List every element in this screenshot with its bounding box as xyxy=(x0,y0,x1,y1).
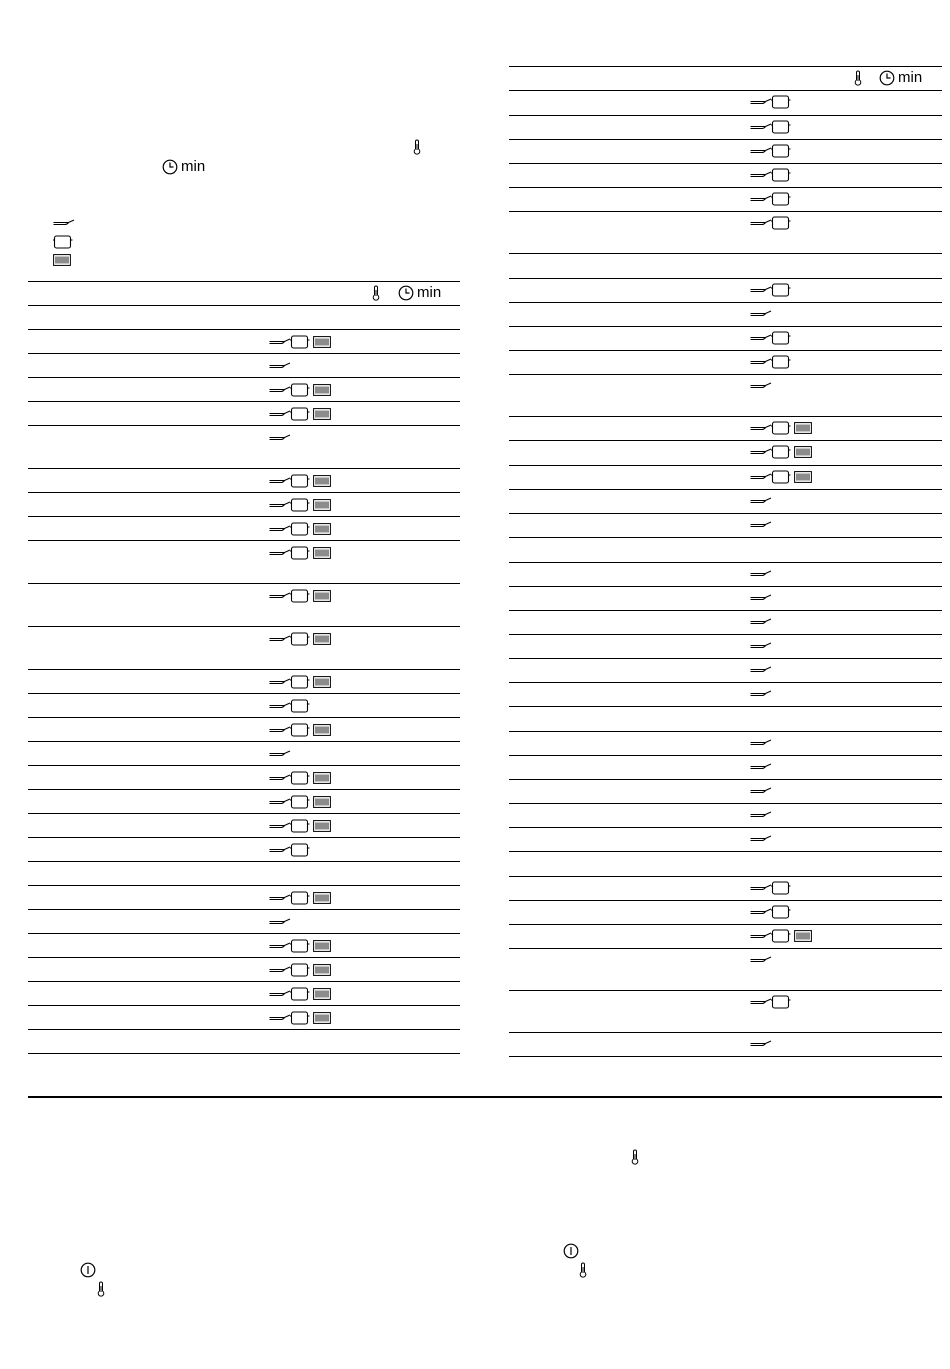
table-rule xyxy=(509,948,942,949)
table-rule xyxy=(509,755,942,756)
pot-icon xyxy=(290,891,310,905)
griddle-icon xyxy=(313,336,331,348)
pot-icon xyxy=(771,120,791,134)
pot-icon xyxy=(290,335,310,349)
pot-icon xyxy=(771,95,791,109)
pot-icon xyxy=(290,675,310,689)
pan-icon xyxy=(750,834,772,844)
griddle-icon xyxy=(313,892,331,904)
pan-icon xyxy=(269,433,291,443)
griddle-icon xyxy=(794,930,812,942)
pot-icon xyxy=(771,216,791,230)
pan-icon xyxy=(269,361,291,371)
section-separator xyxy=(28,1096,942,1098)
power-icon xyxy=(563,1243,579,1259)
table-rule xyxy=(509,66,942,67)
table-rule xyxy=(509,326,942,327)
table-rule xyxy=(509,610,942,611)
table-rule xyxy=(509,706,942,707)
clock-icon xyxy=(162,159,178,175)
table-rule xyxy=(28,693,460,694)
pan-icon xyxy=(750,381,772,391)
pan-icon xyxy=(750,423,772,433)
thermometer-icon xyxy=(631,1149,639,1165)
table-rule xyxy=(509,211,942,212)
table-rule xyxy=(28,583,460,584)
table-rule xyxy=(28,933,460,934)
pan-icon xyxy=(750,194,772,204)
table-rule xyxy=(509,990,942,991)
pan-icon xyxy=(750,955,772,965)
pan-icon xyxy=(269,797,291,807)
table-rule xyxy=(28,813,460,814)
table-rule xyxy=(509,187,942,188)
pot-icon xyxy=(290,939,310,953)
pan-icon xyxy=(269,548,291,558)
pan-icon xyxy=(750,520,772,530)
table-rule xyxy=(509,440,942,441)
pot-icon xyxy=(771,445,791,459)
pan-icon xyxy=(269,337,291,347)
table-rule xyxy=(509,779,942,780)
table-rule xyxy=(509,350,942,351)
pan-icon xyxy=(269,941,291,951)
griddle-icon xyxy=(313,499,331,511)
pan-icon xyxy=(750,641,772,651)
pan-icon xyxy=(269,749,291,759)
pot-icon xyxy=(771,905,791,919)
table-rule xyxy=(509,803,942,804)
pot-icon xyxy=(290,771,310,785)
table-rule xyxy=(28,1005,460,1006)
pan-icon xyxy=(53,218,75,228)
table-rule xyxy=(509,278,942,279)
griddle-icon xyxy=(313,940,331,952)
pan-icon xyxy=(750,593,772,603)
thermometer-icon xyxy=(413,139,421,155)
table-rule xyxy=(509,634,942,635)
table-rule xyxy=(509,489,942,490)
table-rule xyxy=(28,377,460,378)
pot-icon xyxy=(290,407,310,421)
table-rule xyxy=(28,837,460,838)
table-rule xyxy=(509,900,942,901)
griddle-icon xyxy=(794,446,812,458)
table-rule xyxy=(509,827,942,828)
table-rule xyxy=(28,885,460,886)
pot-icon xyxy=(53,235,73,249)
pan-icon xyxy=(269,989,291,999)
pan-icon xyxy=(750,333,772,343)
pot-icon xyxy=(771,470,791,484)
pan-icon xyxy=(269,634,291,644)
pan-icon xyxy=(269,893,291,903)
table-rule xyxy=(509,90,942,91)
column-divider xyxy=(842,66,843,1066)
pan-icon xyxy=(750,1039,772,1049)
table-rule xyxy=(28,741,460,742)
pan-icon xyxy=(269,1013,291,1023)
time-unit-label: min xyxy=(898,69,923,86)
time-unit-label: min xyxy=(181,158,206,175)
table-rule xyxy=(28,981,460,982)
griddle-icon xyxy=(313,590,331,602)
pot-icon xyxy=(290,522,310,536)
pot-icon xyxy=(771,881,791,895)
table-rule xyxy=(28,861,460,862)
pot-icon xyxy=(290,723,310,737)
pan-icon xyxy=(750,357,772,367)
griddle-icon xyxy=(794,471,812,483)
griddle-icon xyxy=(53,254,71,266)
pan-icon xyxy=(750,762,772,772)
pan-icon xyxy=(269,500,291,510)
pan-icon xyxy=(750,97,772,107)
griddle-icon xyxy=(313,820,331,832)
pan-icon xyxy=(269,845,291,855)
pan-icon xyxy=(750,170,772,180)
table-rule xyxy=(509,731,942,732)
pan-icon xyxy=(269,591,291,601)
pan-icon xyxy=(750,738,772,748)
griddle-icon xyxy=(313,988,331,1000)
table-rule xyxy=(509,416,942,417)
table-rule xyxy=(28,516,460,517)
table-rule xyxy=(509,115,942,116)
pot-icon xyxy=(290,589,310,603)
griddle-icon xyxy=(794,422,812,434)
pan-icon xyxy=(750,122,772,132)
griddle-icon xyxy=(313,523,331,535)
griddle-icon xyxy=(313,384,331,396)
table-rule xyxy=(28,540,460,541)
pan-icon xyxy=(269,476,291,486)
pot-icon xyxy=(290,383,310,397)
table-rule xyxy=(28,401,460,402)
pan-icon xyxy=(269,677,291,687)
pot-icon xyxy=(290,699,310,713)
griddle-icon xyxy=(313,408,331,420)
pan-icon xyxy=(750,285,772,295)
pan-icon xyxy=(750,569,772,579)
pan-icon xyxy=(750,786,772,796)
table-rule xyxy=(28,717,460,718)
table-rule xyxy=(28,329,460,330)
table-rule xyxy=(509,513,942,514)
thermometer-icon xyxy=(372,285,380,301)
pan-icon xyxy=(269,385,291,395)
table-rule xyxy=(509,586,942,587)
pot-icon xyxy=(771,331,791,345)
table-rule xyxy=(28,305,460,306)
pot-icon xyxy=(771,192,791,206)
pan-icon xyxy=(269,409,291,419)
pot-icon xyxy=(771,929,791,943)
table-rule xyxy=(28,353,460,354)
griddle-icon xyxy=(313,724,331,736)
pot-icon xyxy=(290,843,310,857)
table-rule xyxy=(28,765,460,766)
table-rule xyxy=(509,302,942,303)
pan-icon xyxy=(750,218,772,228)
pan-icon xyxy=(750,665,772,675)
table-rule xyxy=(28,1029,460,1030)
table-rule xyxy=(509,1056,942,1057)
thermometer-icon xyxy=(97,1281,105,1297)
thermometer-icon xyxy=(854,70,862,86)
pot-icon xyxy=(771,355,791,369)
table-rule xyxy=(509,163,942,164)
pan-icon xyxy=(750,472,772,482)
pan-icon xyxy=(750,810,772,820)
pot-icon xyxy=(290,498,310,512)
table-rule xyxy=(509,537,942,538)
pan-icon xyxy=(269,917,291,927)
clock-icon xyxy=(398,285,414,301)
pan-icon xyxy=(750,689,772,699)
griddle-icon xyxy=(313,547,331,559)
pan-icon xyxy=(750,617,772,627)
table-rule xyxy=(28,669,460,670)
table-rule xyxy=(509,682,942,683)
table-rule xyxy=(509,562,942,563)
griddle-icon xyxy=(313,964,331,976)
table-rule xyxy=(28,492,460,493)
table-rule xyxy=(28,468,460,469)
table-rule xyxy=(28,957,460,958)
pot-icon xyxy=(771,144,791,158)
table-rule xyxy=(509,924,942,925)
pan-icon xyxy=(269,725,291,735)
table-rule xyxy=(28,789,460,790)
table-rule xyxy=(509,658,942,659)
pan-icon xyxy=(750,997,772,1007)
pan-icon xyxy=(750,146,772,156)
pan-icon xyxy=(750,309,772,319)
table-rule xyxy=(509,851,942,852)
table-rule xyxy=(509,1032,942,1033)
thermometer-icon xyxy=(579,1262,587,1278)
time-unit-label: min xyxy=(417,284,442,301)
griddle-icon xyxy=(313,475,331,487)
pan-icon xyxy=(269,821,291,831)
griddle-icon xyxy=(313,633,331,645)
pot-icon xyxy=(290,632,310,646)
table-rule xyxy=(509,876,942,877)
pan-icon xyxy=(750,907,772,917)
pot-icon xyxy=(771,995,791,1009)
table-rule xyxy=(509,139,942,140)
pan-icon xyxy=(269,701,291,711)
pan-icon xyxy=(750,883,772,893)
pan-icon xyxy=(750,447,772,457)
pot-icon xyxy=(290,1011,310,1025)
clock-icon xyxy=(879,70,895,86)
pan-icon xyxy=(269,524,291,534)
pan-icon xyxy=(750,496,772,506)
table-rule xyxy=(28,1053,460,1054)
pot-icon xyxy=(290,963,310,977)
table-rule xyxy=(509,465,942,466)
pan-icon xyxy=(750,931,772,941)
table-rule xyxy=(28,281,460,282)
pan-icon xyxy=(269,773,291,783)
table-rule xyxy=(28,626,460,627)
table-rule xyxy=(509,374,942,375)
pan-icon xyxy=(269,965,291,975)
griddle-icon xyxy=(313,676,331,688)
griddle-icon xyxy=(313,796,331,808)
table-rule xyxy=(28,909,460,910)
pot-icon xyxy=(290,819,310,833)
griddle-icon xyxy=(313,772,331,784)
pot-icon xyxy=(290,987,310,1001)
pot-icon xyxy=(290,474,310,488)
pot-icon xyxy=(771,168,791,182)
table-rule xyxy=(509,253,942,254)
pot-icon xyxy=(290,546,310,560)
pot-icon xyxy=(290,795,310,809)
power-icon xyxy=(80,1262,96,1278)
pot-icon xyxy=(771,283,791,297)
pot-icon xyxy=(771,421,791,435)
griddle-icon xyxy=(313,1012,331,1024)
table-rule xyxy=(28,425,460,426)
